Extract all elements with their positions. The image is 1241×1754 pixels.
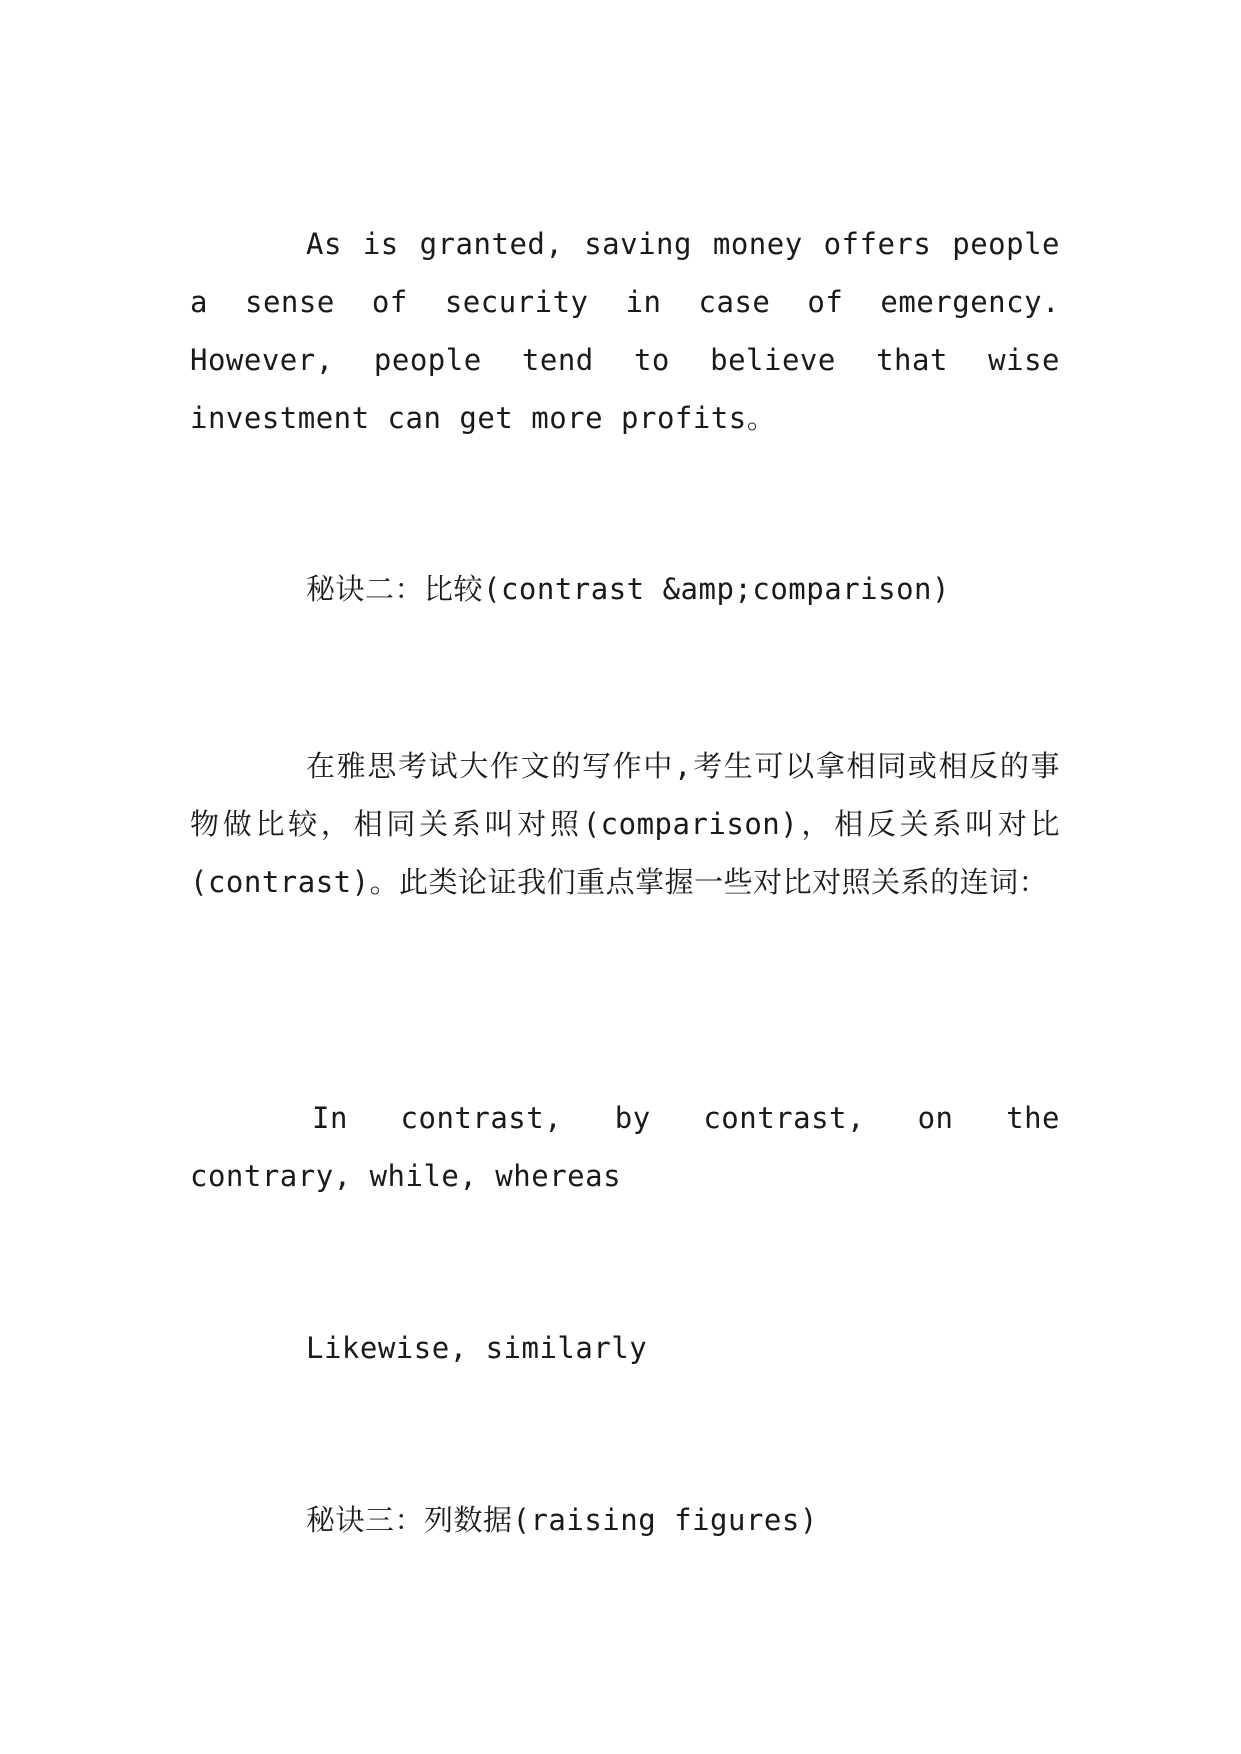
heading-tip-three: 秘诀三：列数据(raising figures) [306,1503,818,1537]
paragraph-saving-money: As is granted, saving money offers people a sense of security in case of emergency. However, people tend to believe that wise investment can get more profits。 [190,227,1060,435]
heading-tip-two: 秘诀二：比较(contrast &amp;comparison) [306,572,950,606]
paragraph-contrast-connectives: In contrast, by contrast, on the contrary, while, whereas [190,1101,1060,1193]
paragraph-comparison-connectives: Likewise, similarly [306,1331,648,1365]
paragraph-comparison-intro: 在雅思考试大作文的写作中,考生可以拿相同或相反的事物做比较，相同关系叫对照(comparison)，相反关系叫对比(contrast)。此类论证我们重点掌握一些对比对照关系的连词： [190,749,1060,899]
